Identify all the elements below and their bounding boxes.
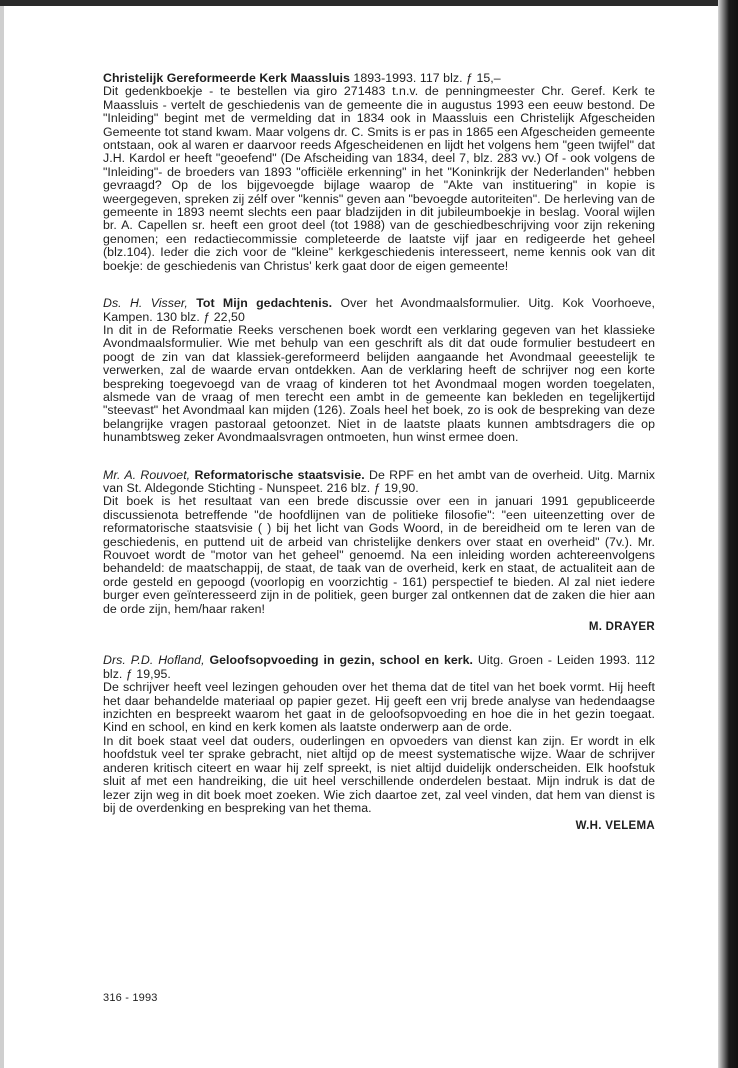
review-body: In dit in de Reformatie Reeks verschenen boek wordt een verklaring gegeven van het klassieke Avondmaalsformulier. Wie met behulp van een geschrift als dit dat oude formulier bestudeert en poogt de zin van dat klassiek-gereformeerd belijden aangaande het Avondmaal geeestelijk te verwerken, zal de waarde ervan ontdekken. Aan de verklaring heeft de schrijver nog een korte bespreking toegevoegd van de vraag of kinderen tot het Avondmaal mogen worden toegelaten, alsmede van de vraag of men terecht een ambt in de gemeente kan bekleden en tegelijkertijd "steevast" het Avondmaal kan mijden (126). Zoals heel het boek, zo is ook de bespreking van deze belangrijke vragen pastoraal getoonzet. Niet in de laatste plaats kunnen ambtsdragers die op hunambtsweg zeker Avondmaalsvragen ontmoeten, hun winst ermee doen. xyxy=(103,322,655,445)
reviewer-signature: W.H. VELEMA xyxy=(575,820,655,833)
review-body: In dit boek staat veel dat ouders, ouderlingen en opvoeders van dienst kan zijn. Er wordt in elk hoofdstuk veel ter sprake gebracht, niet altijd op de meest systematische wijze. Waar de schrijver anderen kritisch citeert en waar hij zelf spreekt, is niet altijd duidelijk onderscheiden. Elk hoofstuk sluit af met een handreiking, die uit heel verschillende onderdelen bestaat. Mijn indruk is dat de lezer zijn weg in dit boek moet zoeken. Wie zich daartoe zet, zal veel vinden, dat hem van dienst is bij de overdenking en bespreking van het thema. xyxy=(103,733,655,815)
review-header xyxy=(103,72,655,85)
review-body: Dit gedenkboekje - te bestellen via giro 271483 t.n.v. de penningmeester Chr. Geref. Kerk te Maassluis - vertelt de geschiedenis van de gemeente die in augustus 1993 een eeuw bestond. De "Inleiding" begint met de vermelding dat in 1834 ook in Maassluis een Christelijk Afgescheiden Gemeente tot stand kwam. Maar volgens dr. C. Smits is er pas in 1865 een Afgescheiden gemeente ontstaan, ook al waren er daarvoor reeds Afgescheidenen en lijdt het volgens hem "geen twijfel" dat J.H. Kardol er heeft "geoefend" (De Afscheiding van 1834, deel 7, blz. 283 vv.) Of - ook volgens de "Inleiding"- de broeders van 1893 "officiële erkenning" in het "Koninkrijk der Nederlanden" hebben gevraagd? Op de los bijgevoegde bijlage waarop de "Akte van instituering" in kopie is weergegeven, spreken zij zélf over "kennis" geven aan "bevoegde autoriteiten". De herleving van de gemeente in 1893 neemt slechts een paar bladzijden in dit jubileumboekje in beslag. Vooral wijlen br. A. Capellen sr. heeft een groot deel (tot 1988) van de geschiedbeschrijving voor zijn rekening genomen; een redactiecommissie completeerde de laatste vijf jaar en redigeerde het geheel (blz.104). Ieder die zich voor de "kleine" kerkgeschiedenis interesseert, neme kennis ook van dit boekje: de geschiedenis van Christus' kerk gaat door de eigen gemeente! xyxy=(103,84,655,273)
review-header xyxy=(103,297,655,324)
text-column xyxy=(103,72,655,858)
review-title: Geloofsopvoeding in gezin, school en kerk. xyxy=(209,653,474,668)
review-rouvoet xyxy=(103,469,655,635)
review-header xyxy=(103,469,655,496)
scan-left-edge xyxy=(0,6,4,1068)
review-header xyxy=(103,654,655,681)
review-body: De schrijver heeft veel lezingen gehouden over het thema dat de titel van het boek vormt. Hij heeft het daar behandelde materiaal op papier gezet. Hij geeft een vrij brede analyse van hedendaagse inzichten en bespreekt waarom het gaat in de geloofsopvoeding en hoe die in het gezin toegaat. Kind en school, en kind en kerk komen als laatste onderwerp aan de orde. xyxy=(103,680,655,735)
review-hofland xyxy=(103,654,655,833)
review-title: Tot Mijn gedachtenis. xyxy=(196,296,333,311)
review-title: Christelijk Gereformeerde Kerk Maassluis xyxy=(103,71,350,85)
scan-top-edge xyxy=(0,0,738,6)
review-meta: Over het Avondmaalsformulier. Uitg. Kok Voorhoeve, Kampen. 130 blz. ƒ 22,50 xyxy=(103,296,655,324)
review-meta: 1893-1993. 117 blz. ƒ 15,– xyxy=(349,71,501,85)
reviewer-signature: M. DRAYER xyxy=(588,621,655,634)
review-body: Dit boek is het resultaat van een brede discussie over een in januari 1991 gepubliceerde discussienota betreffende "de hoofdlijnen van de politieke filosofie": "een uiteenzetting over de reformatorische staatsvisie ( ) bij het licht van Gods Woord, in de bereidheid om te leren van de geschiedenis, en puttend uit de arbeid van christelijke denkers over staat en overheid" (7v.). Mr. Rouvoet wordt de "motor van het geheel" genoemd. Na een inleiding worden achtereenvolgens behandeld: de maatschappij, de staat, de taak van de overheid, kerk en staat, de actualiteit aan de orde gesteld en gepoogd (voorlopig en voorzichtig - 161) perspectief te bieden. Al zal niet iedere burger even geïnteresseerd zijn in de politiek, geen burger zal ontkennen dat de zaken die hier aan de orde zijn, hem/haar raken! xyxy=(103,494,655,616)
review-meta: Uitg. Groen - Leiden 1993. 112 blz. ƒ 19,95. xyxy=(103,653,655,681)
review-title: Reformatorische staatsvisie. xyxy=(194,467,365,482)
review-author: Ds. H. Visser, xyxy=(103,296,188,311)
review-author: Mr. A. Rouvoet, xyxy=(103,467,191,482)
review-visser xyxy=(103,297,655,444)
review-author: Drs. P.D. Hofland, xyxy=(103,653,205,668)
page-number: 316 - 1993 xyxy=(103,992,158,1004)
review-maassluis xyxy=(103,72,655,273)
review-meta: De RPF en het ambt van de overheid. Uitg. Marnix van St. Aldegonde Stichting - Nunspeet. 216 blz. ƒ 19,90. xyxy=(103,467,655,495)
scan-right-edge xyxy=(718,0,738,1068)
